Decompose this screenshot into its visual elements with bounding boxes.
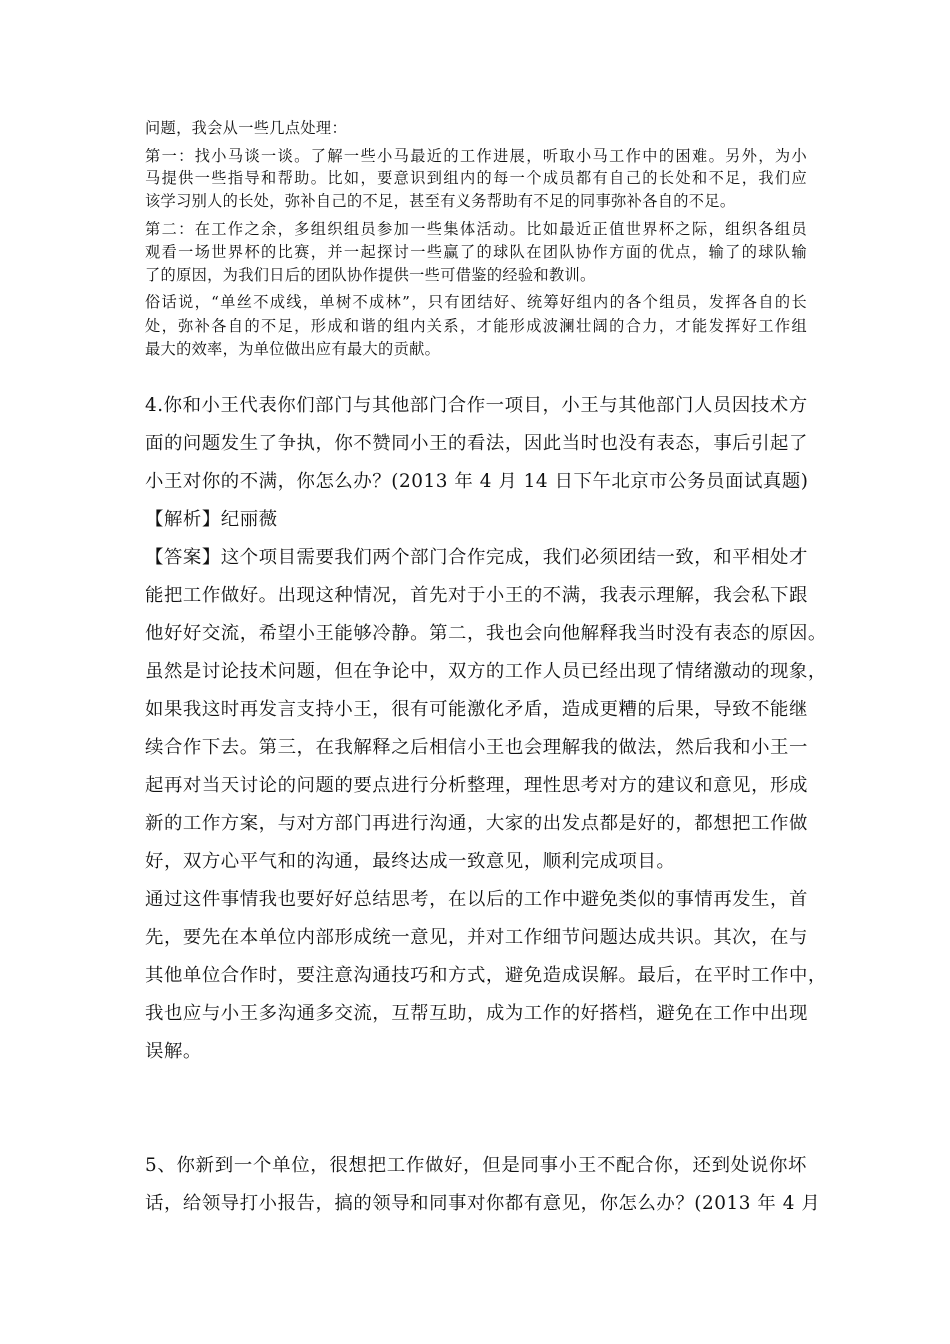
paragraph-line: 该学习别人的长处，弥补自己的不足，甚至有义务帮助有不足的同事弥补各自的不足。 xyxy=(145,192,736,210)
answer-line: 通过这件事情我也要好好总结思考，在以后的工作中避免类似的事情再发生，首 xyxy=(145,889,808,910)
answer-line: 续合作下去。第三，在我解释之后相信小王也会理解我的做法，然后我和小王一 xyxy=(145,737,808,758)
answer-line: 他好好交流，希望小王能够冷静。第二，我也会向他解释我当时没有表态的原因。 xyxy=(145,623,827,644)
paragraph-line: 第二：在工作之余，多组织组员参加一些集体活动。比如最近正值世界杯之际，组织各组员 xyxy=(145,220,807,238)
answer-line: 能把工作做好。出现这种情况，首先对于小王的不满，我表示理解，我会私下跟 xyxy=(145,585,808,606)
answer-line: 误解。 xyxy=(145,1041,202,1062)
question-line: 面的问题发生了争执，你不赞同小王的看法，因此当时也没有表态，事后引起了 xyxy=(145,433,808,454)
paragraph-line: 处，弥补各自的不足，形成和谐的组内关系，才能形成波澜壮阔的合力，才能发挥好工作组 xyxy=(145,317,807,335)
question-line: 4.你和小王代表你们部门与其他部门合作一项目，小王与其他部门人员因技术方 xyxy=(145,395,808,416)
paragraph-line: 观看一场世界杯的比赛，并一起探讨一些赢了的球队在团队协作方面的优点，输了的球队输 xyxy=(145,243,807,261)
paragraph-line: 俗话说，“单丝不成线，单树不成林”，只有团结好、统筹好组内的各个组员，发挥各自的长 xyxy=(145,293,807,311)
answer-line: 先，要先在本单位内部形成统一意见，并对工作细节问题达成共识。其次，在与 xyxy=(145,927,808,948)
analysis-label: 【解析】纪丽薇 xyxy=(145,509,278,530)
answer-line: 其他单位合作时，要注意沟通技巧和方式，避免造成误解。最后，在平时工作中， xyxy=(145,965,827,986)
paragraph-line: 最大的效率，为单位做出应有最大的贡献。 xyxy=(145,340,441,358)
paragraph-line: 了的原因，为我们日后的团队协作提供一些可借鉴的经验和教训。 xyxy=(145,266,596,284)
answer-line: 我也应与小王多沟通多交流，互帮互助，成为工作的好搭档，避免在工作中出现 xyxy=(145,1003,808,1024)
question-line: 小王对你的不满，你怎么办？(2013 年 4 月 14 日下午北京市公务员面试真题) xyxy=(145,471,809,492)
answer-line: 虽然是讨论技术问题，但在争论中，双方的工作人员已经出现了情绪激动的现象， xyxy=(145,661,827,682)
answer-line: 新的工作方案，与对方部门再进行沟通，大家的出发点都是好的，都想把工作做 xyxy=(145,813,808,834)
question-line: 5、你新到一个单位，很想把工作做好，但是同事小王不配合你，还到处说你坏 xyxy=(145,1155,807,1176)
answer-line: 起再对当天讨论的问题的要点进行分析整理，理性思考对方的建议和意见，形成 xyxy=(145,775,808,796)
answer-line: 【答案】这个项目需要我们两个部门合作完成，我们必须团结一致，和平相处才 xyxy=(145,547,808,568)
answer-line: 如果我这时再发言支持小王，很有可能激化矛盾，造成更糟的后果，导致不能继 xyxy=(145,699,808,720)
question-line: 话，给领导打小报告，搞的领导和同事对你都有意见，你怎么办？(2013 年 4 月 xyxy=(145,1193,821,1214)
paragraph-line: 第一：找小马谈一谈。了解一些小马最近的工作进展，听取小马工作中的困难。另外，为小 xyxy=(145,147,807,165)
paragraph-line: 问题，我会从一些几点处理： xyxy=(145,119,347,137)
paragraph-line: 马提供一些指导和帮助。比如，要意识到组内的每一个成员都有自己的长处和不足，我们应 xyxy=(145,169,807,187)
answer-line: 好，双方心平气和的沟通，最终达成一致意见，顺利完成项目。 xyxy=(145,851,676,872)
